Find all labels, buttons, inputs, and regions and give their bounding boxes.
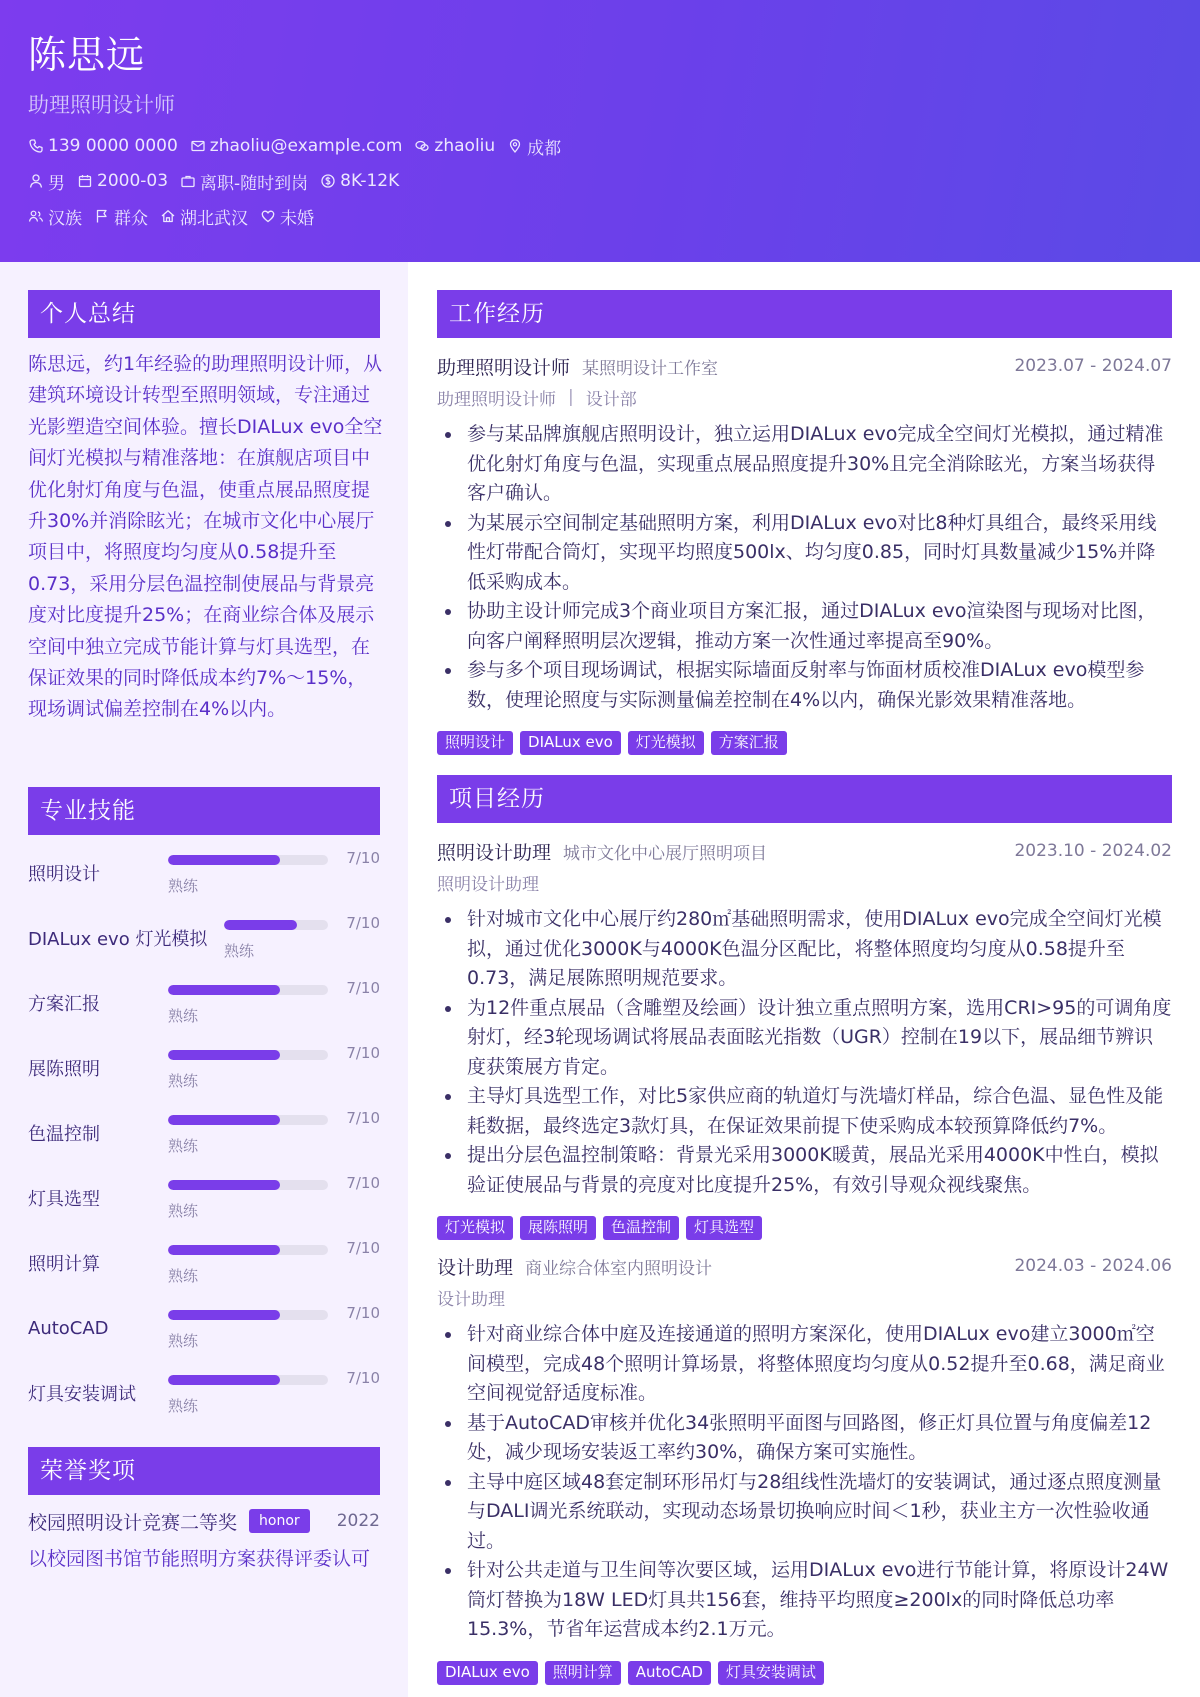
skill-item bbox=[28, 1170, 380, 1226]
city-item bbox=[507, 134, 561, 159]
award-line bbox=[28, 1506, 380, 1536]
candidate-name: 陈思远 bbox=[28, 33, 146, 77]
tag: 照明设计 bbox=[437, 731, 513, 755]
bullet-item: 主导灯具选型工作，对比5家供应商的轨道灯与洗墙灯样品，综合色温、显色性及能耗数据，最终选定3款灯具，在保证效果前提下使采购成本较预算降低约7%。 bbox=[437, 1082, 1172, 1141]
skill-name: AutoCAD bbox=[28, 1317, 109, 1339]
skill-item bbox=[28, 1300, 380, 1356]
tag: 灯具安装调试 bbox=[718, 1661, 824, 1685]
people-icon bbox=[28, 208, 44, 224]
skill-meter bbox=[224, 910, 328, 966]
bullet-item: 为某展示空间制定基础照明方案，利用DIALux evo对比8种灯具组合，最终采用线性灯带配合筒灯，实现平均照度500lx、均匀度0.85，同时灯具数量减少15%并降低采购成本。 bbox=[437, 509, 1172, 598]
award-year: 2022 bbox=[336, 1511, 380, 1531]
bullet-item: 针对城市文化中心展厅约280㎡基础照明需求，使用DIALux evo完成全空间灯光模拟，通过优化3000K与4000K色温分区配比，将整体照度均匀度从0.58提升至0.73，满足展陈照明规范要求。 bbox=[437, 905, 1172, 994]
basic-info-row bbox=[28, 168, 411, 194]
skill-score: 7/10 bbox=[346, 1369, 380, 1387]
tag: DIALux evo bbox=[437, 1661, 538, 1685]
salary-item bbox=[320, 171, 399, 191]
project-position: 照明设计助理 bbox=[437, 874, 539, 895]
skill-level: 熟练 bbox=[224, 942, 255, 960]
hometown-text: 湖北武汉 bbox=[180, 208, 248, 229]
bullet-item: 参与某品牌旗舰店照明设计，独立运用DIALux evo完成全空间灯光模拟，通过精准优化射灯角度与色温，实现重点展品照度提升30%且完全消除眩光，方案当场获得客户确认。 bbox=[437, 420, 1172, 509]
skill-name: 展陈照明 bbox=[28, 1059, 100, 1080]
tag: 灯光模拟 bbox=[437, 1216, 513, 1240]
phone-item[interactable] bbox=[28, 136, 178, 156]
wechat-icon bbox=[414, 138, 430, 154]
separator: | bbox=[568, 387, 574, 407]
section-header-projects: 项目经历 bbox=[437, 775, 1172, 823]
project-name: 商业综合体室内照明设计 bbox=[525, 1258, 713, 1279]
work-position: 助理照明设计师 bbox=[437, 389, 556, 410]
email-item[interactable] bbox=[190, 136, 403, 156]
skill-score: 7/10 bbox=[346, 1304, 380, 1322]
skill-meter bbox=[168, 1365, 328, 1421]
wechat-item[interactable] bbox=[414, 136, 495, 156]
work-bullets bbox=[437, 420, 1172, 715]
hometown-item bbox=[160, 204, 248, 229]
skill-bar-fill bbox=[168, 1180, 280, 1190]
tag: 灯光模拟 bbox=[628, 731, 704, 755]
skill-meter bbox=[168, 975, 328, 1031]
project-name: 城市文化中心展厅照明项目 bbox=[563, 843, 768, 864]
contact-row bbox=[28, 133, 573, 159]
tag: 色温控制 bbox=[603, 1216, 679, 1240]
home-icon bbox=[160, 208, 176, 224]
phone-icon bbox=[28, 138, 44, 154]
award-name: 校园照明设计竞赛二等奖 bbox=[28, 1511, 238, 1534]
politics-text: 群众 bbox=[114, 208, 148, 229]
tag: 灯具选型 bbox=[686, 1216, 762, 1240]
work-tags bbox=[437, 731, 794, 755]
skill-bar-track bbox=[168, 1375, 328, 1385]
skill-level: 熟练 bbox=[168, 1137, 199, 1155]
skill-level: 熟练 bbox=[168, 1007, 199, 1025]
resume-header bbox=[0, 0, 1200, 262]
skill-level: 熟练 bbox=[168, 1332, 199, 1350]
award-badge: honor bbox=[249, 1509, 310, 1533]
skill-item bbox=[28, 910, 380, 966]
skill-meter bbox=[168, 1235, 328, 1291]
section-header-awards: 荣誉奖项 bbox=[28, 1447, 380, 1495]
birth-item bbox=[77, 171, 168, 191]
marital-text: 未婚 bbox=[280, 208, 314, 229]
skill-score: 7/10 bbox=[346, 849, 380, 867]
skill-level: 熟练 bbox=[168, 877, 199, 895]
skill-level: 熟练 bbox=[168, 1072, 199, 1090]
project-bullets bbox=[437, 1320, 1172, 1645]
skill-level: 熟练 bbox=[168, 1397, 199, 1415]
tag: 方案汇报 bbox=[711, 731, 787, 755]
email-text: zhaoliu@example.com bbox=[209, 136, 403, 156]
wechat-text: zhaoliu bbox=[434, 136, 496, 156]
city-text: 成都 bbox=[527, 138, 562, 159]
status-text: 离职-随时到岗 bbox=[200, 173, 309, 194]
skill-bar-track bbox=[168, 1115, 328, 1125]
ethnicity-item bbox=[28, 204, 82, 229]
bullet-item: 为12件重点展品（含雕塑及绘画）设计独立重点照明方案，选用CRI>95的可调角度射灯，经3轮现场调试将展品表面眩光指数（UGR）控制在19以下，展品细节辨识度获策展方肯定。 bbox=[437, 994, 1172, 1083]
skill-score: 7/10 bbox=[346, 979, 380, 997]
birth-text: 2000-03 bbox=[97, 171, 169, 191]
skill-score: 7/10 bbox=[346, 1044, 380, 1062]
flag-icon bbox=[94, 208, 110, 224]
project-role: 照明设计助理 bbox=[437, 841, 552, 864]
skill-bar-fill bbox=[168, 985, 280, 995]
skill-name: 照明设计 bbox=[28, 864, 100, 885]
bullet-item: 针对公共走道与卫生间等次要区域，运用DIALux evo进行节能计算，将原设计24W筒灯替换为18W LED灯具共156套，维持平均照度≥200lx的同时降低总功率15.3%，节省年运营成本约2.1万元。 bbox=[437, 1556, 1172, 1645]
bullet-item: 主导中庭区域48套定制环形吊灯与28组线性洗墙灯的安装调试，通过逐点照度测量与DALI调光系统联动，实现动态场景切换响应时间＜1秒，获业主方一次性验收通过。 bbox=[437, 1468, 1172, 1557]
skill-bar-fill bbox=[168, 1245, 280, 1255]
project-position-line bbox=[437, 869, 539, 895]
skill-bar-track bbox=[224, 920, 328, 930]
skill-bar-fill bbox=[168, 1115, 280, 1125]
person-icon bbox=[28, 173, 44, 189]
tag: 照明计算 bbox=[545, 1661, 621, 1685]
award-item bbox=[28, 1506, 380, 1574]
section-header-work: 工作经历 bbox=[437, 290, 1172, 338]
location-pin-icon bbox=[507, 138, 523, 154]
section-header-skills: 专业技能 bbox=[28, 787, 380, 835]
skill-meter bbox=[168, 1105, 328, 1161]
project-position-line bbox=[437, 1284, 505, 1310]
skill-bar-fill bbox=[168, 1050, 280, 1060]
award-description: 以校园图书馆节能照明方案获得评委认可 bbox=[28, 1548, 371, 1570]
bullet-item: 针对商业综合体中庭及连接通道的照明方案深化，使用DIALux evo建立3000㎡空间模型，完成48个照明计算场景，将整体照度均匀度从0.52提升至0.68，满足商业空间视觉舒适度标准。 bbox=[437, 1320, 1172, 1409]
candidate-title: 助理照明设计师 bbox=[28, 93, 175, 117]
project-role: 设计助理 bbox=[437, 1256, 514, 1279]
skill-name: 照明计算 bbox=[28, 1254, 100, 1275]
project-entry-header bbox=[437, 1251, 1172, 1281]
skill-item bbox=[28, 1365, 380, 1421]
project-date: 2023.10 - 2024.02 bbox=[1014, 841, 1172, 861]
skill-bar-fill bbox=[168, 1375, 280, 1385]
skill-score: 7/10 bbox=[346, 914, 380, 932]
project-bullets bbox=[437, 905, 1172, 1200]
skill-item bbox=[28, 1105, 380, 1161]
work-role: 助理照明设计师 bbox=[437, 356, 571, 379]
work-company: 某照明设计工作室 bbox=[582, 358, 719, 379]
skill-item bbox=[28, 975, 380, 1031]
skill-name: 方案汇报 bbox=[28, 994, 100, 1015]
skill-bar-fill bbox=[224, 920, 297, 930]
skill-meter bbox=[168, 845, 328, 901]
bullet-item: 基于AutoCAD审核并优化34张照明平面图与回路图，修正灯具位置与角度偏差12处，减少现场安装返工率约30%，确保方案可实施性。 bbox=[437, 1409, 1172, 1468]
skill-bar-track bbox=[168, 1180, 328, 1190]
bullet-item: 参与多个项目现场调试，根据实际墙面反射率与饰面材质校准DIALux evo模型参数，使理论照度与实际测量偏差控制在4%以内，确保光影效果精准落地。 bbox=[437, 656, 1172, 715]
bullet-item: 提出分层色温控制策略：背景光采用3000K暖黄，展品光采用4000K中性白，模拟验证使展品与背景的亮度对比度提升25%，有效引导观众视线聚焦。 bbox=[437, 1141, 1172, 1200]
skill-level: 熟练 bbox=[168, 1267, 199, 1285]
tag: DIALux evo bbox=[520, 731, 621, 755]
heart-icon bbox=[260, 208, 276, 224]
skill-bar-track bbox=[168, 1245, 328, 1255]
skill-bar-track bbox=[168, 855, 328, 865]
status-item bbox=[180, 169, 308, 194]
skill-bar-fill bbox=[168, 1310, 280, 1320]
calendar-icon bbox=[77, 173, 93, 189]
skill-name: DIALux evo 灯光模拟 bbox=[28, 929, 208, 950]
skill-item bbox=[28, 1235, 380, 1291]
project-position: 设计助理 bbox=[437, 1289, 505, 1310]
gender-text: 男 bbox=[48, 173, 65, 194]
project-date: 2024.03 - 2024.06 bbox=[1014, 1256, 1172, 1276]
skill-bar-track bbox=[168, 1050, 328, 1060]
skill-meter bbox=[168, 1040, 328, 1096]
tag: 展陈照明 bbox=[520, 1216, 596, 1240]
skill-meter bbox=[168, 1170, 328, 1226]
skill-score: 7/10 bbox=[346, 1239, 380, 1257]
tag: AutoCAD bbox=[628, 1661, 711, 1685]
skill-item bbox=[28, 1040, 380, 1096]
gender-item bbox=[28, 169, 65, 194]
work-position-line bbox=[437, 384, 637, 410]
skill-name: 色温控制 bbox=[28, 1124, 100, 1145]
phone-text: 139 0000 0000 bbox=[48, 136, 178, 156]
money-icon bbox=[320, 173, 336, 189]
politics-item bbox=[94, 204, 148, 229]
salary-text: 8K-12K bbox=[340, 171, 400, 191]
bullet-item: 协助主设计师完成3个商业项目方案汇报，通过DIALux evo渲染图与现场对比图，向客户阐释照明层次逻辑，推动方案一次性通过率提高至90%。 bbox=[437, 597, 1172, 656]
summary-text: 陈思远，约1年经验的助理照明设计师，从建筑环境设计转型至照明领域，专注通过光影塑造空间体验。擅长DIALux evo全空间灯光模拟与精准落地：在旗舰店项目中优化射灯角度与色温，使重点展品照度提升30%并消除眩光；在城市文化中心展厅项目中，将照度均匀度从0.58提升至0.73，采用分层色温控制使展品与背景亮度对比度提升25%；在商业综合体及展示空间中独立完成节能计算与灯具选型，在保证效果的同时降低成本约7%～15%，现场调试偏差控制在4%以内。 bbox=[28, 353, 383, 721]
ethnicity-text: 汉族 bbox=[48, 208, 82, 229]
work-date: 2023.07 - 2024.07 bbox=[1014, 356, 1172, 376]
skill-name: 灯具安装调试 bbox=[28, 1384, 136, 1405]
extra-info-row bbox=[28, 203, 326, 229]
marital-item bbox=[260, 204, 314, 229]
work-entry-header bbox=[437, 351, 1172, 381]
skill-bar-track bbox=[168, 985, 328, 995]
briefcase-icon bbox=[180, 173, 196, 189]
skill-meter bbox=[168, 1300, 328, 1356]
mail-icon bbox=[190, 138, 206, 154]
project-tags bbox=[437, 1661, 831, 1685]
skill-name: 灯具选型 bbox=[28, 1189, 100, 1210]
work-department: 设计部 bbox=[585, 389, 637, 410]
skill-score: 7/10 bbox=[346, 1174, 380, 1192]
skill-score: 7/10 bbox=[346, 1109, 380, 1127]
skill-bar-track bbox=[168, 1310, 328, 1320]
project-tags bbox=[437, 1216, 769, 1240]
section-header-summary: 个人总结 bbox=[28, 290, 380, 338]
project-entry-header bbox=[437, 836, 1172, 866]
skill-item bbox=[28, 845, 380, 901]
skill-bar-fill bbox=[168, 855, 280, 865]
skill-level: 熟练 bbox=[168, 1202, 199, 1220]
